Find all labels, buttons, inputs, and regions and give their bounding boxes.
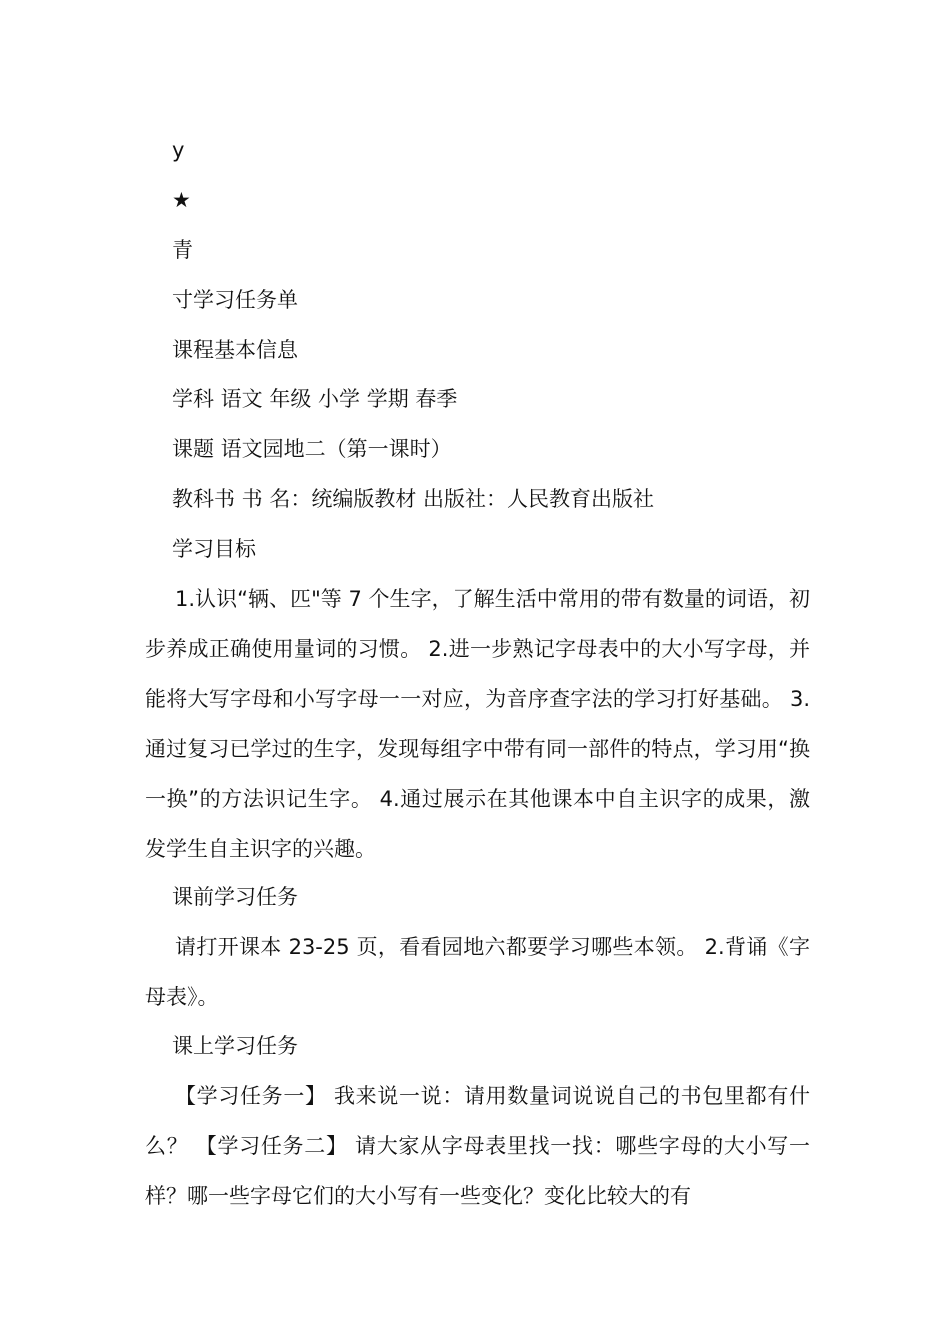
objectives-paragraph: 1.认识“辆、匹"等 7 个生字，了解生活中常用的带有数量的词语，初步养成正确使用量词的习惯。 2.进一步熟记字母表中的大小写字母，并能将大写字母和小写字母一一对应，为音序查字法的学习打好基础。 3.通过复习已学过的生字，发现每组字中带有同一部件的特点，学习用“换一换”的方法识记生字。 4.通过展示在其他课本中自主识字的成果，激发学生自主识字的兴趣。 xyxy=(145,587,810,861)
section-heading-preclass: 课前学习任务 xyxy=(172,885,298,909)
subject-info-line: 学科 语文 年级 小学 学期 春季 xyxy=(172,387,458,411)
document-title: 寸学习任务单 xyxy=(172,288,298,312)
section-heading-basic-info: 课程基本信息 xyxy=(172,338,298,362)
preclass-paragraph: 请打开课本 23-25 页，看看园地六都要学习哪些本领。 2.背诵《字母表》。 xyxy=(145,935,810,1009)
textbook-info-line: 教科书 书 名：统编版教材 出版社：人民教育出版社 xyxy=(172,487,655,511)
header-mark-qing: 青 xyxy=(172,238,193,262)
section-heading-objectives: 学习目标 xyxy=(172,537,256,561)
header-mark-star: ★ xyxy=(172,188,191,212)
header-mark-y: y xyxy=(172,138,185,162)
inclass-paragraph: 【学习任务一】 我来说一说：请用数量词说说自己的书包里都有什么？ 【学习任务二】 请大家从字母表里找一找：哪些字母的大小写一样？哪一些字母它们的大小写有一些变化？变化比较大的有 xyxy=(145,1084,810,1208)
section-heading-inclass: 课上学习任务 xyxy=(172,1034,298,1058)
topic-info-line: 课题 语文园地二（第一课时） xyxy=(172,437,452,461)
